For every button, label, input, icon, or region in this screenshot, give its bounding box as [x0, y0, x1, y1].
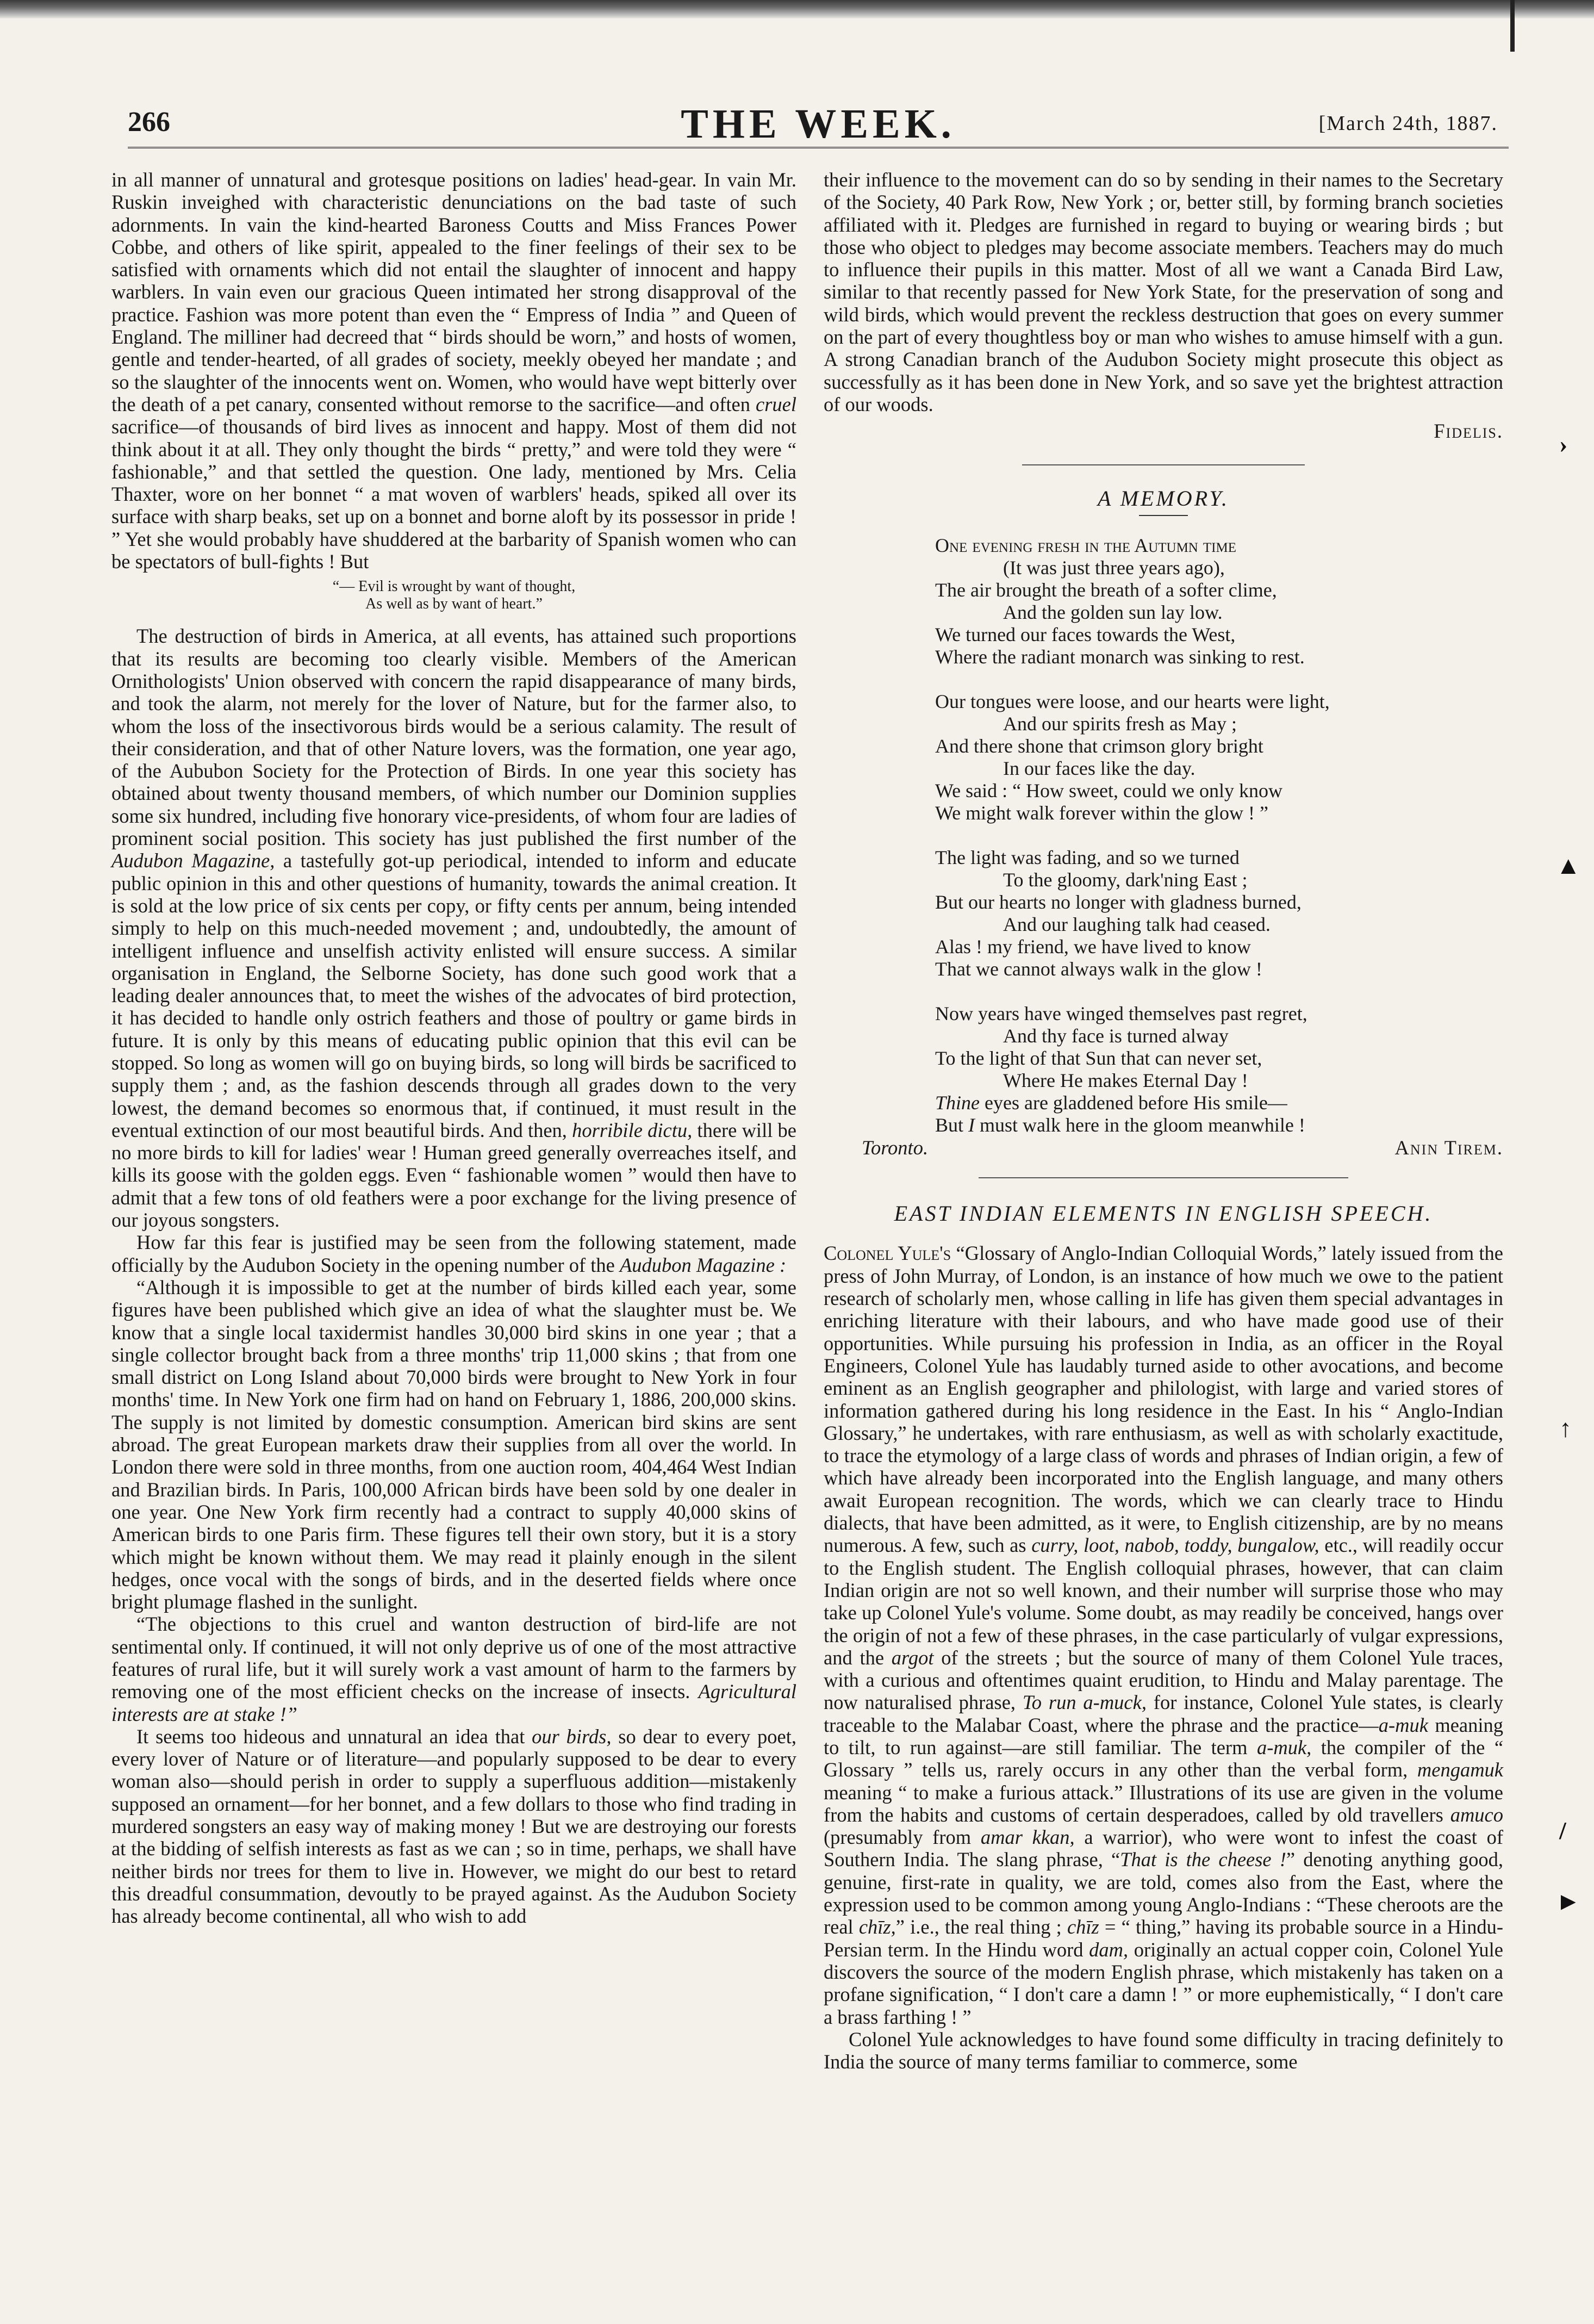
- article-title: EAST INDIAN ELEMENTS IN ENGLISH SPEECH.: [894, 1201, 1433, 1226]
- section-divider: [1022, 464, 1305, 465]
- paragraph: How far this fear is justified may be seen from the following statement, made officially by the Audubon Society in the opening number of the Audubon Magazine :: [111, 1231, 796, 1276]
- paragraph: Colonel Yule's “Glossary of Anglo-Indian Colloquial Words,” lately issued from the press of John Murray, of London, is an instance of how much we owe to the patient research of scholarly men, whose calling in life has given them special advantages in enriching literature with their labours, and who have made good use of their opportunities. While pursuing his profession in India, as an officer in the Royal Engineers, Colonel Yule has laudably turned aside to other avocations, and become eminent as an English geographer and philologist, with large and varied stores of information gathered during his long residence in the East. In his “ Anglo-Indian Glossary,” he undertakes, with rare enthusiasm, as well as with scholarly exactitude, to trace the etymology of a large class of words and phrases of Indian origin, a few of which have already been incorporated into the English language, and many others await European recognition. The words, which we can clearly trace to Hindu dialects, that have been admitted, as it were, to English citizenship, are by no means numerous. A few, such as curry, loot, nabob, toddy, bungalow, etc., will readily occur to the English student. The English colloquial phrases, however, that can claim Indian origin are not so well known, and their number will surprise those who may take up Colonel Yule's volume. Some doubt, as may readily be conceived, hangs over the origin of not a few of these phrases, in the case particularly of vulgar expressions, and the argot of the streets ; but the source of many of them Colonel Yule traces, with a curious and oftentimes quaint erudition, to Hindu and Malay parentage. The now naturalised phrase, To run a-muck, for instance, Colonel Yule states, is clearly traceable to the Malabar Coast, where the phrase and the practice—a-muk meaning to tilt, to run against—are still familiar. The term a-muk, the compiler of the “ Glossary ” tells us, rarely occurs in any other than the verbal form, mengamuk meaning “ to make a furious attack.” Illustrations of its use are given in the volume from the habits and customs of certain desperadoes, called by old travellers amuco (presumably from amar kkan, a warrior), who were wont to infest the coast of Southern India. The slang phrase, “That is the cheese !” denoting anything good, genuine, first-rate in quality, we are told, comes also from the East, where the expression used to be common among young Anglo-Indians : “These cheroots are the real chīz,” i.e., the real thing ; chīz = “ thing,” having its probable source in a Hindu-Persian term. In the Hindu word dam, originally an actual copper coin, Colonel Yule discovers the source of the modern English phrase, which mistakenly has taken on a profane signification, “ I don't care a damn ! ” or more euphemistically, “ I don't care a brass farthing ! ”: [824, 1242, 1504, 2028]
- poem-place: Toronto.: [862, 1136, 929, 1159]
- margin-mark: ↑: [1559, 1414, 1572, 1442]
- margin-mark: /: [1559, 1817, 1566, 1844]
- poem-stanza: The light was fading, and so we turned To the gloomy, dark'ning East ; But our hearts no longer with gladness burned, And our laughing talk had ceased. Alas ! my friend, we have lived to know That we cannot always walk in the glow !: [935, 846, 1302, 980]
- paragraph: their influence to the movement can do so by sending in their names to the Secretary of the Society, 40 Park Row, New York ; or, better still, by forming branch societies affiliated with it. Pledges are furnished in regard to buying or wearing birds ; but those who object to pledges may become associate members. Teachers may do much to influence their pupils in this matter. Most of all we want a Canada Bird Law, similar to that recently passed for New York State, for the preservation of song and wild birds, which would prevent the reckless destruction that goes on every summer on the part of every thoughtless boy or man who wishes to amuse himself with a gun. A strong Canadian branch of the Audubon Society might prosecute this object as successfully as it has been done in New York, and so save yet the brightest attraction of our woods.: [824, 169, 1503, 415]
- issue-date: [March 24th, 1887.: [1318, 112, 1498, 135]
- poem-credit: [862, 1136, 1503, 1159]
- poem-stanza: Our tongues were loose, and our hearts were light, And our spirits fresh as May ; And there shone that crimson glory bright In our faces like the day. We said : “ How sweet, could we only know We might walk forever within the glow ! ”: [935, 690, 1330, 824]
- paragraph: in all manner of unnatural and grotesque positions on ladies' head-gear. In vain Mr. Ruskin inveighed with characteristic denunciations on the bad taste of such adornments. In vain the kind-hearted Baroness Coutts and Miss Frances Power Cobbe, and others of like spirit, appealed to the finer feelings of their sex to be satisfied with ornaments which did not entail the slaughter of innocent and happy warblers. In vain even our gracious Queen intimated her strong disapproval of the practice. Fashion was more potent than even the “ Empress of India ” and Queen of England. The milliner had decreed that “ birds should be worn,” and hosts of women, gentle and tender-hearted, of all grades of society, meekly obeyed her mandate ; and so the slaughter of the innocents went on. Women, who would have wept bitterly over the death of a pet canary, consented without remorse to the sacrifice—and often cruel sacrifice—of thousands of bird lives as innocent and happy. Most of them did not think about it at all. They only thought the birds “ pretty,” and were told they were “ fashionable,” and that settled the question. One lady, mentioned by Mrs. Celia Thaxter, wore on her bonnet “ a mat woven of warblers' heads, spiked all over its surface with sharp beaks, set up on a bonnet and borne aloft by its possessor in pride ! ” Yet she would probably have shuddered at the barbarity of Spanish women who can be spectators of bull-fights ! But: [111, 169, 796, 573]
- paragraph: It seems too hideous and unnatural an idea that our birds, so dear to every poet, every lover of Nature or of literature—and popularly supposed to be dear to every woman also—should perish in order to supply a superfluous addition—mistakenly supposed an ornament—for her bonnet, and a few dollars to those who find trading in murdered songsters an easy way of making money ! But we are destroying our forests at the bidding of selfish interests as fast as we can ; so in time, perhaps, we shall have neither birds nor trees for them to live in. However, we might do our best to retard this dreadful consummation, devoutly to be prayed against. As the Audubon Society has already become continental, all who wish to add: [111, 1725, 796, 1928]
- poem: [935, 535, 1503, 1136]
- poem-title: A MEMORY.: [1098, 486, 1229, 511]
- title-underline: [1139, 515, 1188, 516]
- publication-title: THE WEEK.: [681, 101, 956, 147]
- paragraph: Colonel Yule acknowledges to have found some difficulty in tracing definitely to India the source of many terms familiar to commerce, some: [824, 2028, 1503, 2073]
- top-edge-band: [0, 0, 1594, 18]
- verse-quote: “— Evil is wrought by want of thought, As well as by want of heart.”: [332, 578, 576, 613]
- page-header: [128, 101, 1509, 150]
- poem-stanza: One evening fresh in the Autumn time (It was just three years ago), The air brought the breath of a softer clime, And the golden sun lay low. We turned our faces towards the West, Where the radiant monarch was sinking to rest.: [935, 534, 1305, 668]
- quoted-paragraph: “The objections to this cruel and wanton destruction of bird-life are not sentimental only. If continued, it will not only deprive us of one of the most attractive features of rural life, but it will surely work a vast amount of harm to the farmers by removing one of the most efficient checks on the increase of insects. Agricultural interests are at stake !”: [111, 1613, 796, 1725]
- poem-author: Anin Tirem.: [1394, 1136, 1503, 1159]
- quoted-paragraph: “Although it is impossible to get at the number of birds killed each year, some figures have been published which give an idea of what the slaughter must be. We know that a single local taxidermist handles 30,000 bird skins in one year ; that a single collector brought back from a three months' trip 11,000 skins ; that from one small district on Long Island about 70,000 birds were brought to New York in four months' time. In New York one firm had on hand on February 1, 1886, 200,000 skins. The supply is not limited by domestic consumption. American bird skins are sent abroad. The great European markets draw their supplies from all over the world. In London there were sold in three months, from one auction room, 404,464 West Indian and Brazilian birds. In Paris, 100,000 African birds have been sold by one dealer in one year. One New York firm recently had a contract to supply 40,000 skins of American birds to one Paris firm. These figures tell their own story, but it is a story which might be known without them. We may read it plainly enough in the silent hedges, once vocal with the songs of birds, and in the deserted fields where once bright plumage flashed in the sunlight.: [111, 1276, 796, 1613]
- paragraph: The destruction of birds in America, at all events, has attained such proportions that its results are becoming too clearly visible. Members of the American Ornithologists' Union observed with concern the rapid disappearance of many birds, and took the alarm, not merely for the lover of Nature, but for the farmer also, to whom the loss of the insectivorous birds would be a serious calamity. The result of their consideration, and that of other Nature lovers, was the formation, one year ago, of the Aububon Society for the Protection of Birds. In one year this society has obtained about twenty thousand members, of which number our Dominion supplies some six hundred, including five honorary vice-presidents, of whom four are ladies of prominent social position. This society has just published the first number of the Audubon Magazine, a tastefully got-up periodical, intended to inform and educate public opinion in this and other questions of humanity, towards the animal creation. It is sold at the low price of six cents per copy, or fifty cents per annum, being intended simply to help on this much-needed movement ; and, undoubtedly, the amount of intelligent influence and unselfish activity enlisted will ensure success. A similar organisation in England, the Selborne Society, has done such good work that a leading dealer announces that, to meet the wishes of the advocates of bird protection, it has decided to handle only ostrich feathers and those of poultry or game birds in future. It is only by this means of educating public opinion that this evil can be stopped. So long as women will go on buying birds, so long will birds be sacrificed to supply them ; and, as the fashion descends through all grades down to the very lowest, the demand becomes so enormous that, if continued, it must result in the eventual extinction of our most beautiful birds. And then, horribile dictu, there will be no more birds to kill for ladies' wear ! Human greed generally overreaches itself, and kills its goose with the golden eggs. Even “ fashionable women ” would then have to admit that a few tons of old feathers were a poor exchange for the living presence of our joyous songsters.: [111, 625, 797, 1232]
- margin-arrow: ▲: [1556, 852, 1581, 879]
- section-divider: [979, 1177, 1348, 1178]
- right-edge-rule: [1510, 0, 1515, 52]
- page-number: 266: [128, 107, 170, 138]
- header-rule: [128, 147, 1509, 148]
- signature: Fidelis.: [1434, 420, 1503, 443]
- margin-arrow: ►: [1556, 1887, 1581, 1915]
- margin-mark: ›: [1559, 430, 1568, 458]
- right-column: [824, 169, 1503, 2073]
- left-column: [111, 169, 796, 1928]
- poem-stanza: Now years have winged themselves past regret, And thy face is turned alway To the light of that Sun that can never set, Where He makes Eternal Day ! Thine eyes are gladdened before His smile— But I must walk here in the gloom meanwhile !: [935, 1002, 1307, 1136]
